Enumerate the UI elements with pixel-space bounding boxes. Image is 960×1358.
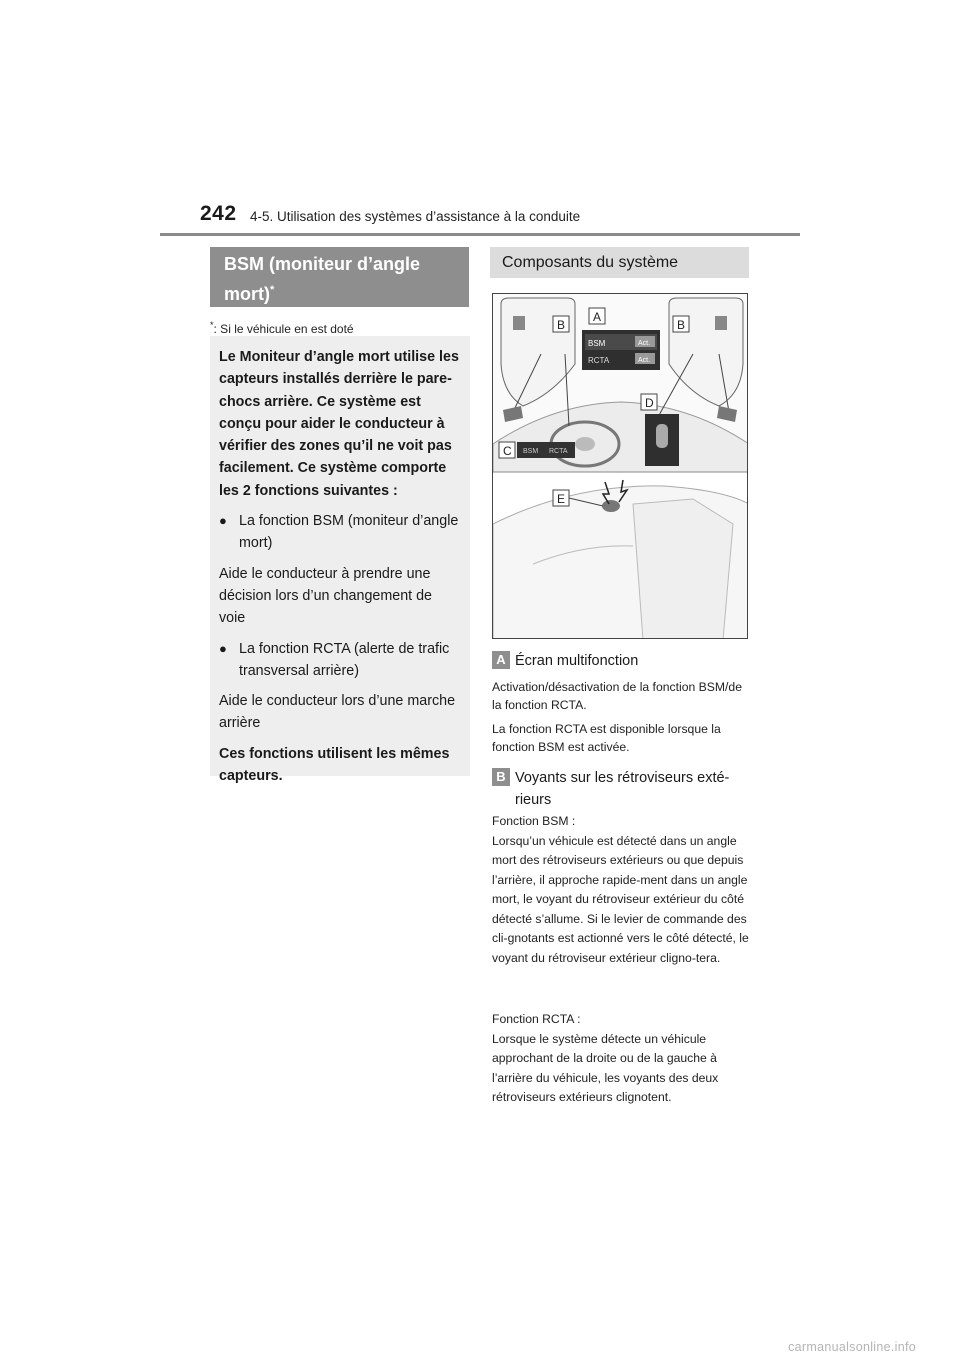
bullet-rcta xyxy=(219,638,460,683)
item-a-heading xyxy=(492,651,752,671)
running-head: 4-5. Utilisation des systèmes d’assistance à la conduite xyxy=(250,209,581,224)
intro-paragraph: Le Moniteur d’angle mort utilise les capteurs installés derrière le pare-chocs arrière. Ce système est conçu pour aider le conducteur à vérifier des zones qu’il ne voit pas facilement. Ce système comporte les 2 fonctions suivantes : xyxy=(219,349,459,499)
screen-act-1: Act. xyxy=(638,340,651,347)
watermark: carmanualsonline.info xyxy=(788,1340,916,1354)
item-a-description-1: Activation/désactivation de la fonction BSM/de la fonction RCTA. xyxy=(492,680,742,712)
footnote-marker: * xyxy=(270,284,275,296)
section-heading-components: Composants du système xyxy=(490,247,749,278)
screen-act-2: Act. xyxy=(638,357,651,364)
section-heading-text: BSM (moniteur d’angle mort) xyxy=(224,254,421,304)
item-a-description-2: La fonction RCTA est disponible lorsque la fonction BSM est activée. xyxy=(492,722,721,754)
item-a-title: Écran multifonction xyxy=(515,653,639,669)
bullet-rcta-desc: Aide le conducteur lors d’une marche arrière xyxy=(219,693,456,732)
bullet-bsm xyxy=(219,510,460,555)
item-a-badge: A xyxy=(492,651,510,669)
bullet-bsm-text: La fonction BSM (moniteur d’angle mort) xyxy=(239,513,459,552)
screen-rcta-label: RCTA xyxy=(588,356,610,365)
bullet-rcta-text: La fonction RCTA (alerte de trafic transversal arrière) xyxy=(239,640,450,679)
components-illustration xyxy=(493,294,748,639)
system-components-figure xyxy=(492,293,748,639)
info-box xyxy=(210,336,470,785)
footnote-text: : Si le véhicule en est doté xyxy=(213,322,354,336)
closing-note: Ces fonctions utilisent les mêmes capteurs. xyxy=(219,745,450,785)
footnote xyxy=(210,320,354,336)
item-b-bsm-description: Fonction BSM : Lorsqu’un véhicule est détecté dans un angle mort des rétroviseurs extérieurs ou que depuis l’arrière, il approche rapide-ment dans un angle mort, le voyant du rétroviseur extérieur du côté détecté s’allume. Si le levier de commande des cli-gnotants est actionné vers le côté détecté, le voyant du rétroviseur extérieur cligno-tera. xyxy=(492,814,749,965)
item-b-badge: B xyxy=(492,768,510,786)
header-rule xyxy=(160,233,800,236)
switch-rcta-label: RCTA xyxy=(549,448,568,455)
switch-bsm-label: BSM xyxy=(523,448,539,455)
figure-label-b-left: B xyxy=(557,318,566,332)
figure-label-a: A xyxy=(593,310,602,324)
section-heading-bsm xyxy=(210,247,469,307)
footnote-mark: * xyxy=(210,320,214,330)
bullet-dot-icon: ● xyxy=(219,640,227,656)
figure-label-c: C xyxy=(503,444,512,458)
figure-label-d: D xyxy=(645,396,654,410)
figure-label-b-right: B xyxy=(677,318,686,332)
bullet-dot-icon: ● xyxy=(219,513,227,529)
item-b-title: Voyants sur les rétroviseurs exté-rieurs xyxy=(515,770,730,808)
item-b-heading xyxy=(492,768,752,811)
bullet-bsm-desc: Aide le conducteur à prendre une décision lors d’un changement de voie xyxy=(219,565,433,627)
figure-label-e: E xyxy=(557,492,566,506)
page-number: 242 xyxy=(200,202,237,225)
item-b-rcta-description: Fonction RCTA : Lorsque le système détecte un véhicule approchant de la droite ou de la gauche à l’arrière du véhicule, les voyants des deux rétroviseurs extérieurs clignotent. xyxy=(492,1012,719,1104)
screen-bsm-label: BSM xyxy=(588,339,606,348)
